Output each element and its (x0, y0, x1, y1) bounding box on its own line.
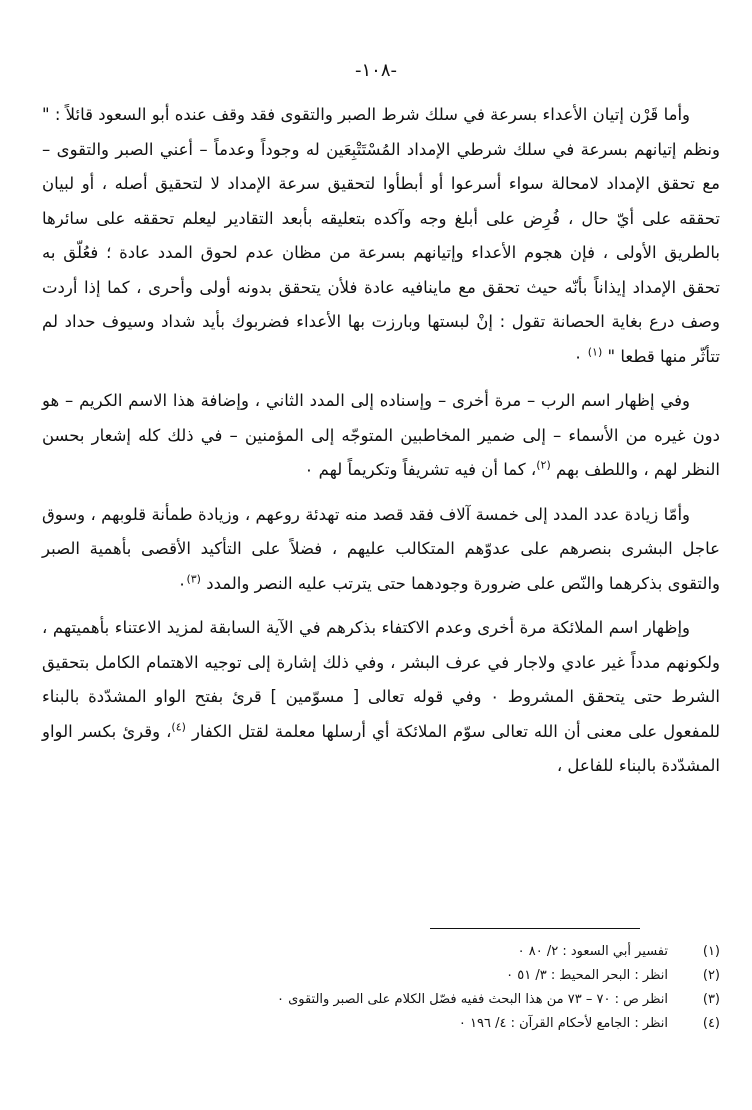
paragraph-text: وأما قَرْن إتيان الأعداء بسرعة في سلك شرط الصبر والتقوى فقد وقف عنده أبو السعود قائلاً : " ونظم إتيانهم بسرعة في سلك شرطي الإمداد المُسْتَتْبِعَين له وجوداً وعدماً – أعني الصبر والتقوى – مع تحقق الإمداد لامحالة سواء أسرعوا أو أبطأوا لتحقيق سرعة الإمداد لا لتحقيق أصله ، أو لبيان تحققه على أيّ حال ، فُرِض على أبلغ وجه وآكده بتعليقه بأبعد التقادير ليعلم تحققه على سائرها بالطريق الأولى ، فإن هجوم الأعداء وإتيانهم بسرعة من مظان عدم لحوق المدد عادة ؛ فعُلّق به تحقق الإمداد إيذاناً بأنّه حيث تحقق مع ماينافيه عادة فلأن يتحقق بدونه أولى وأحرى ، كما إذا أردت وصف درع بغاية الحصانة تقول : إنْ لبستها وبارزت بها الأعداء فضربوك بأيد شداد وسيوف حداد لم تتأثّر منها قطعا " (42, 105, 720, 366)
footnote (60, 988, 720, 1012)
paragraph-tail: ، وقرئ بكسر الواو المشدّدة بالبناء للفاعل ، (42, 721, 720, 775)
footnote-ref: (١) (587, 345, 603, 358)
paragraph-text: وأمّا زيادة عدد المدد إلى خمسة آلاف فقد قصد منه تهدئة روعهم ، وزيادة طمأنة قلوبهم ، وسوق عاجل البشرى بنصرهم على عدوّهم المتكالب عليهم ، فضلاً على التأكيد الأقصى بأهمية الصبر والتقوى بذكرهما والنّص على ضرورة وجودهما حتى يترتب عليه النصر والمدد (42, 504, 720, 593)
footnote (60, 964, 720, 988)
paragraph-tail: ، كما أن فيه تشريفاً وتكريماً لهم ٠ (304, 460, 537, 479)
paragraph-text: وإظهار اسم الملائكة مرة أخرى وعدم الاكتفاء بذكرهم في الآية السابقة لمزيد الاعتناء بأهميتهم ، ولكونهم مدداً غير عادي ولاجار في عرف البشر ، وفي ذلك إشارة إلى توجيه الاهتمام الكامل بتحقيق الشرط حتى يتحقق المشروط ٠ وفي قوله تعالى [ مسوّمين ] قرئ بفتح الواو المشدّدة بالبناء للمفعول على معنى أن الله تعالى سوّم الملائكة أي أرسلها معلمة لقتل الكفار (42, 618, 720, 741)
footnotes (60, 940, 720, 1036)
footnote-number: (٢) (702, 968, 720, 983)
footnote-ref: (٢) (536, 458, 551, 472)
paragraph-text: وفي إظهار اسم الرب – مرة أخرى – وإسناده إلى المدد الثاني ، وإضافة هذا الاسم الكريم – هو دون غيره من الأسماء – إلى ضمير المخاطبين المتوجّه إلى المؤمنين – في ذلك كله إشعار بحسن النظر لهم ، واللطف بهم (42, 391, 720, 479)
paragraph-tail: ٠ (177, 573, 187, 593)
footnote-ref: (٣) (186, 572, 201, 585)
footnote-number: (٣) (702, 992, 720, 1007)
paragraph (42, 611, 720, 784)
paragraph (42, 384, 720, 488)
footnote-divider (430, 928, 640, 929)
footnote-text: انظر : البحر المحيط : ٣/ ٥١ ٠ (506, 968, 668, 983)
paragraph (42, 98, 720, 374)
page-number: -١٠٨- (354, 60, 397, 81)
paragraph-tail: ٠ (573, 346, 588, 366)
footnote-text: انظر ص : ٧٠ – ٧٣ من هذا البحث ففيه فصّل الكلام على الصبر والتقوى ٠ (276, 992, 668, 1007)
footnote (60, 940, 720, 964)
footnote-number: (٤) (702, 1016, 720, 1031)
body-text (42, 98, 720, 784)
paragraph (42, 498, 720, 602)
footnote-text: تفسير أبي السعود : ٢/ ٨٠ ٠ (517, 944, 668, 959)
footnote (60, 1012, 720, 1036)
footnote-number: (١) (702, 944, 720, 959)
footnote-ref: (٤) (171, 720, 186, 733)
footnote-text: انظر : الجامع لأحكام القرآن : ٤/ ١٩٦ ٠ (458, 1016, 668, 1031)
